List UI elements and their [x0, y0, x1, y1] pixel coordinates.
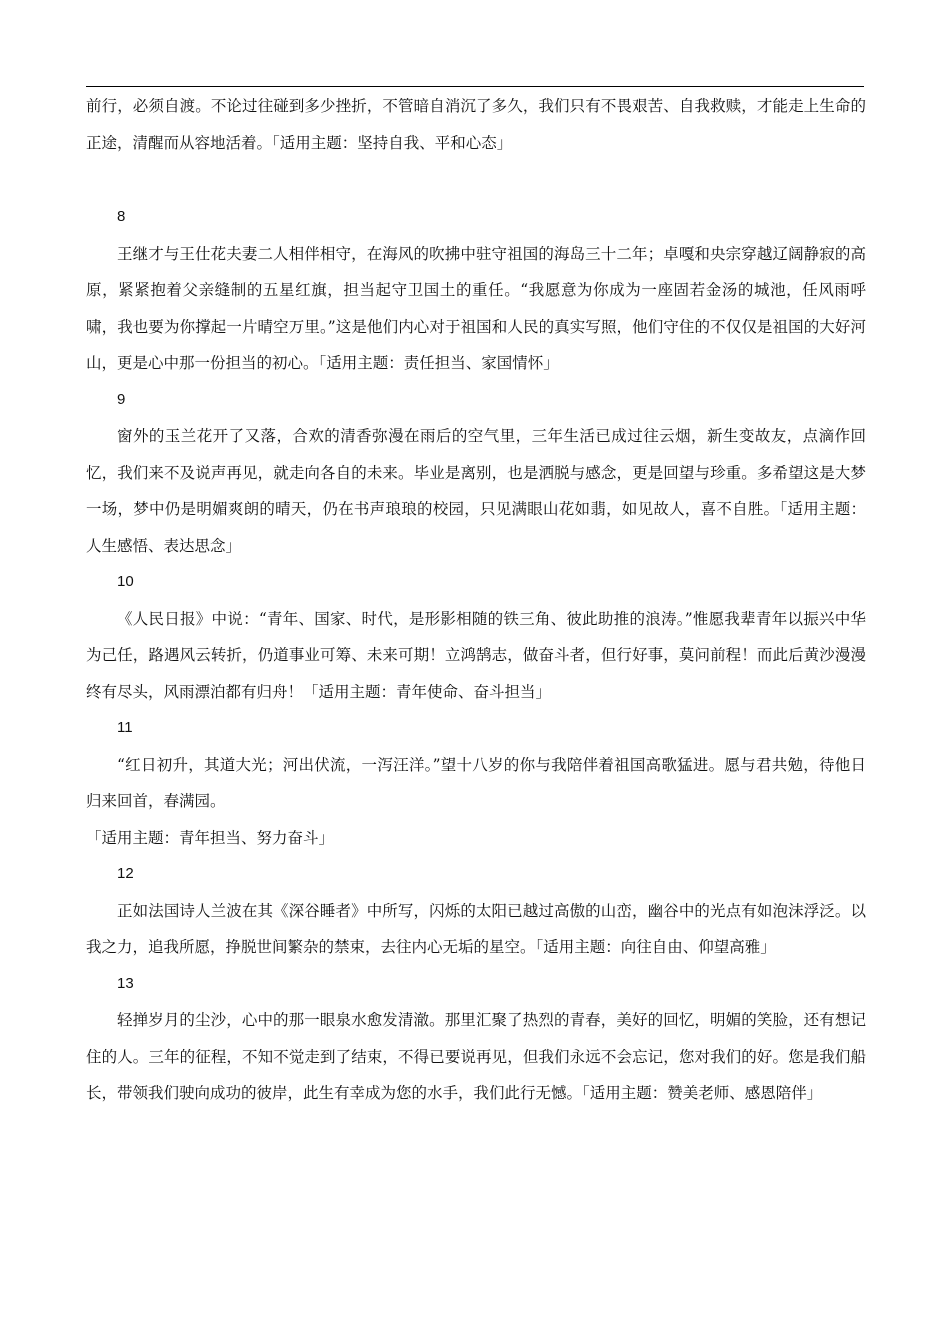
entry-text: 轻掸岁月的尘沙，心中的那一眼泉水愈发清澈。那里汇聚了热烈的青春，美好的回忆，明媚的笑脸，还有想记住的人。三年的征程，不知不觉走到了结束，不得已要说再见，但我们永远不会忘记，您对我们的好。您是我们船长，带领我们驶向成功的彼岸，此生有幸成为您的水手，我们此行无憾。「适用主题：赞美老师、感恩陪伴」	[86, 1011, 866, 1102]
entry-number: 12	[117, 865, 134, 882]
spacer	[86, 161, 866, 199]
header-rule	[86, 86, 864, 87]
entry-text: 窗外的玉兰花开了又落，合欢的清香弥漫在雨后的空气里，三年生活已成过往云烟，新生变故友，点滴作回忆，我们来不及说声再见，就走向各自的未来。毕业是离别，也是洒脱与感念，更是回望与珍重。多希望这是大梦一场，梦中仍是明媚爽朗的晴天，仍在书声琅琅的校园，只见满眼山花如翡，如见故人，喜不自胜。「适用主题：人生感悟、表达思念」	[86, 427, 866, 555]
entry-text: “红日初升，其道大光；河出伏流，一泻汪洋。”望十八岁的你与我陪伴着祖国高歌猛进。愿与君共勉，待他日归来回首，春满园。	[86, 755, 866, 810]
entry-number: 13	[117, 974, 134, 992]
entry-number: 11	[117, 719, 133, 736]
entry-text: 《人民日报》中说：“青年、国家、时代，是形影相随的铁三角、彼此助推的浪涛。”惟愿我辈青年以振兴中华为己任，路遇风云转折，仍道事业可筹、未来可期！立鸿鹄志，做奋斗者，但行好事，莫问前程！而此后黄沙漫漫终有尽头，风雨漂泊都有归舟！「适用主题：青年使命、奋斗担当」	[86, 609, 866, 701]
document-body	[86, 88, 866, 1112]
entry-text: 正如法国诗人兰波在其《深谷睡者》中所写，闪烁的太阳已越过高傲的山峦，幽谷中的光点有如泡沫浮泛。以我之力，追我所愿，挣脱世间繁杂的禁束，去往内心无垢的星空。「适用主题：向往自由、仰望高雅」	[86, 901, 866, 956]
entry-number: 8	[117, 208, 126, 225]
entry-number: 9	[117, 390, 126, 408]
entry-text: 前行，必须自渡。不论过往碰到多少挫折，不管暗自消沉了多久，我们只有不畏艰苦、自我救赎，才能走上生命的正途，清醒而从容地活着。「适用主题：坚持自我、平和心态」	[86, 97, 866, 152]
entry-text: 王继才与王仕花夫妻二人相伴相守，在海风的吹拂中驻守祖国的海岛三十二年；卓嘎和央宗穿越辽阔静寂的高原，紧紧抱着父亲缝制的五星红旗，担当起守卫国土的重任。“我愿意为你成为一座固若金汤的城池，任风雨呼啸，我也要为你撑起一片晴空万里。”这是他们内心对于祖国和人民的真实写照，他们守住的不仅仅是祖国的大好河山，更是心中那一份担当的初心。「适用主题：责任担当、家国情怀」	[86, 244, 866, 372]
entry-number: 10	[117, 573, 134, 590]
entry-theme: 「适用主题：青年担当、努力奋斗」	[86, 828, 335, 847]
